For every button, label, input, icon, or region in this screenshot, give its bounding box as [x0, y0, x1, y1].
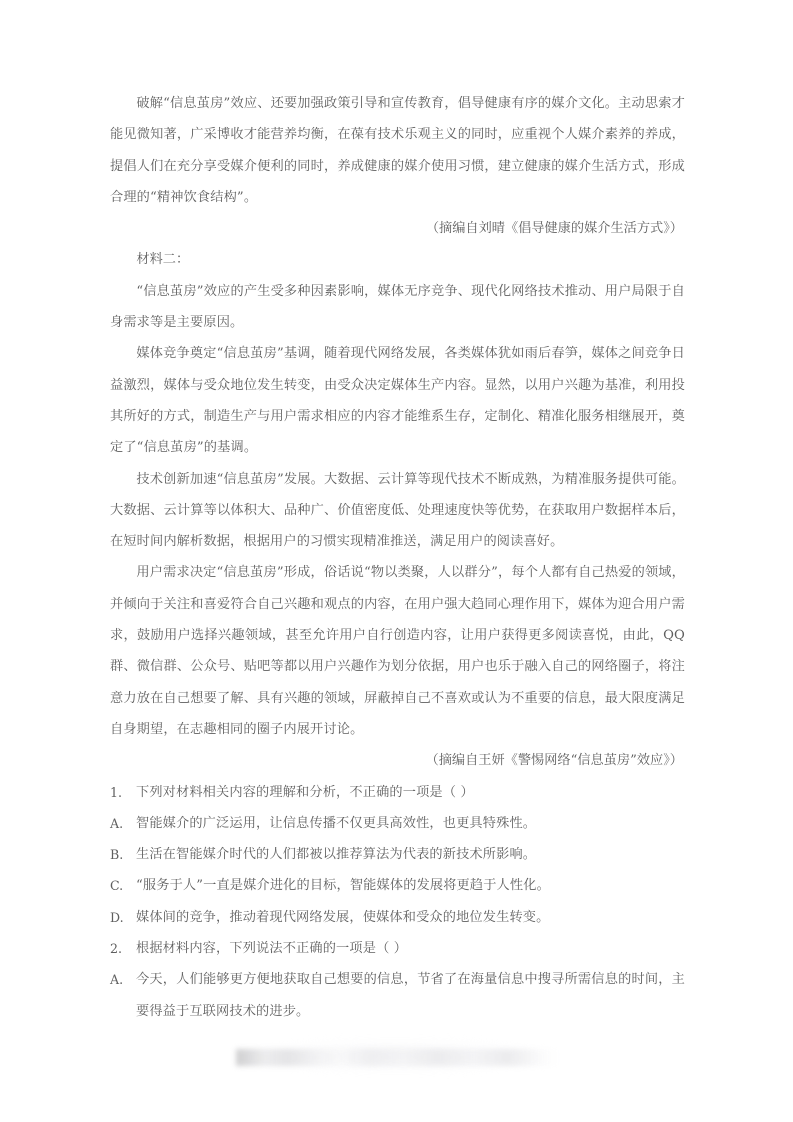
question-list [110, 777, 685, 1027]
option-text: “服务于人”一直是媒介进化的目标，智能媒体的发展将更趋于人性化。 [136, 878, 550, 894]
blurred-watermark-bar [236, 1049, 556, 1066]
material-two-paragraph-2: 媒体竞争奠定“信息茧房”基调，随着现代网络发展，各类媒体犹如雨后春笋，媒体之间竞争日益激烈，媒体与受众地位发生转变，由受众决定媒体生产内容。显然，以用户兴趣为基准，利用投其所好的方式，制造生产与用户需求相应的内容才能维系生存，定制化、精准化服务相继展开，奠定了“信息茧房”的基调。 [110, 346, 685, 456]
passage-paragraph-1: 破解“信息茧房”效应、还要加强政策引导和宣传教育，倡导健康有序的媒介文化。主动思索才能见微知著，广采博收才能营养均衡，在葆有技术乐观主义的同时，应重视个人媒介素养的养成，提倡人们在充分享受媒介便利的同时，养成健康的媒介使用习惯，建立健康的媒介生活方式，形成合理的“精神饮食结构”。 [110, 96, 685, 205]
question-1-option-c[interactable] [110, 870, 685, 901]
question-1-option-b[interactable] [110, 839, 685, 870]
question-1-option-a[interactable] [110, 808, 685, 839]
attribution-source-1: （摘编自刘晴《倡导健康的媒介生活方式》） [425, 221, 683, 237]
material-two-label: 材料二： [136, 252, 190, 268]
attribution-source-2: （摘编自王妍《警惕网络“信息茧房”效应》） [425, 753, 683, 769]
material-two-paragraph-3: 技术创新加速“信息茧房”发展。大数据、云计算等现代技术不断成熟，为精准服务提供可能。大数据、云计算等以体积大、品种广、价值密度低、处理速度快等优势，在获取用户数据样本后，在短时间内解析数据，根据用户的习惯实现精准推送，满足用户的阅读喜好。 [110, 471, 685, 550]
option-marker: A. [110, 815, 124, 831]
question-marker: 1. [110, 784, 123, 800]
option-marker: B. [110, 847, 124, 863]
question-1-stem [110, 777, 685, 808]
question-marker: 2. [110, 941, 123, 957]
blurred-watermark-halo [250, 1041, 540, 1071]
page-content [110, 88, 685, 1027]
option-text: 生活在智能媒介时代的人们都被以推荐算法为代表的新技术所影响。 [136, 847, 537, 863]
question-2-option-a[interactable] [110, 964, 685, 1027]
option-text: 今天，人们能够更方便地获取自己想要的信息，节省了在海量信息中搜寻所需信息的时间，主要得益于互联网技术的进步。 [136, 972, 685, 1019]
material-two-paragraph-1: “信息茧房”效应的产生受多种因素影响，媒体无序竞争、现代化网络技术推动、用户局限于自身需求等是主要原因。 [110, 283, 685, 331]
option-marker: C. [110, 878, 124, 894]
question-2-stem [110, 933, 685, 964]
option-text: 智能媒介的广泛运用，让信息传播不仅更具高效性，也更具特殊性。 [136, 815, 537, 831]
question-1-option-d[interactable] [110, 902, 685, 933]
question-text: 根据材料内容，下列说法不正确的一项是（ ） [136, 941, 408, 957]
option-text: 媒体间的竞争，推动着现代网络发展，使媒体和受众的地位发生转变。 [136, 909, 550, 925]
material-two-paragraph-4: 用户需求决定“信息茧房”形成，俗话说“物以类聚，人以群分”，每个人都有自己热爱的领域，并倾向于关注和喜爱符合自己兴趣和观点的内容，在用户强大趋同心理作用下，媒体为迎合用户需求，鼓励用户选择兴趣领域，甚至允许用户自行创造内容，让用户获得更多阅读喜悦，由此，QQ 群、微信群、公众号、贴吧等都以用户兴趣作为划分依据，用户也乐于融入自己的网络圈子，将注意力放在自己想要了解、具有兴趣的领域，屏蔽掉自己不喜欢或认为不重要的信息，最大限度满足自身期望，在志趣相同的圈子内展开讨论。 [110, 565, 685, 737]
question-text: 下列对材料相关内容的理解和分析，不正确的一项是（ ） [136, 784, 474, 800]
option-marker: A. [110, 972, 124, 988]
option-marker: D. [110, 909, 124, 925]
